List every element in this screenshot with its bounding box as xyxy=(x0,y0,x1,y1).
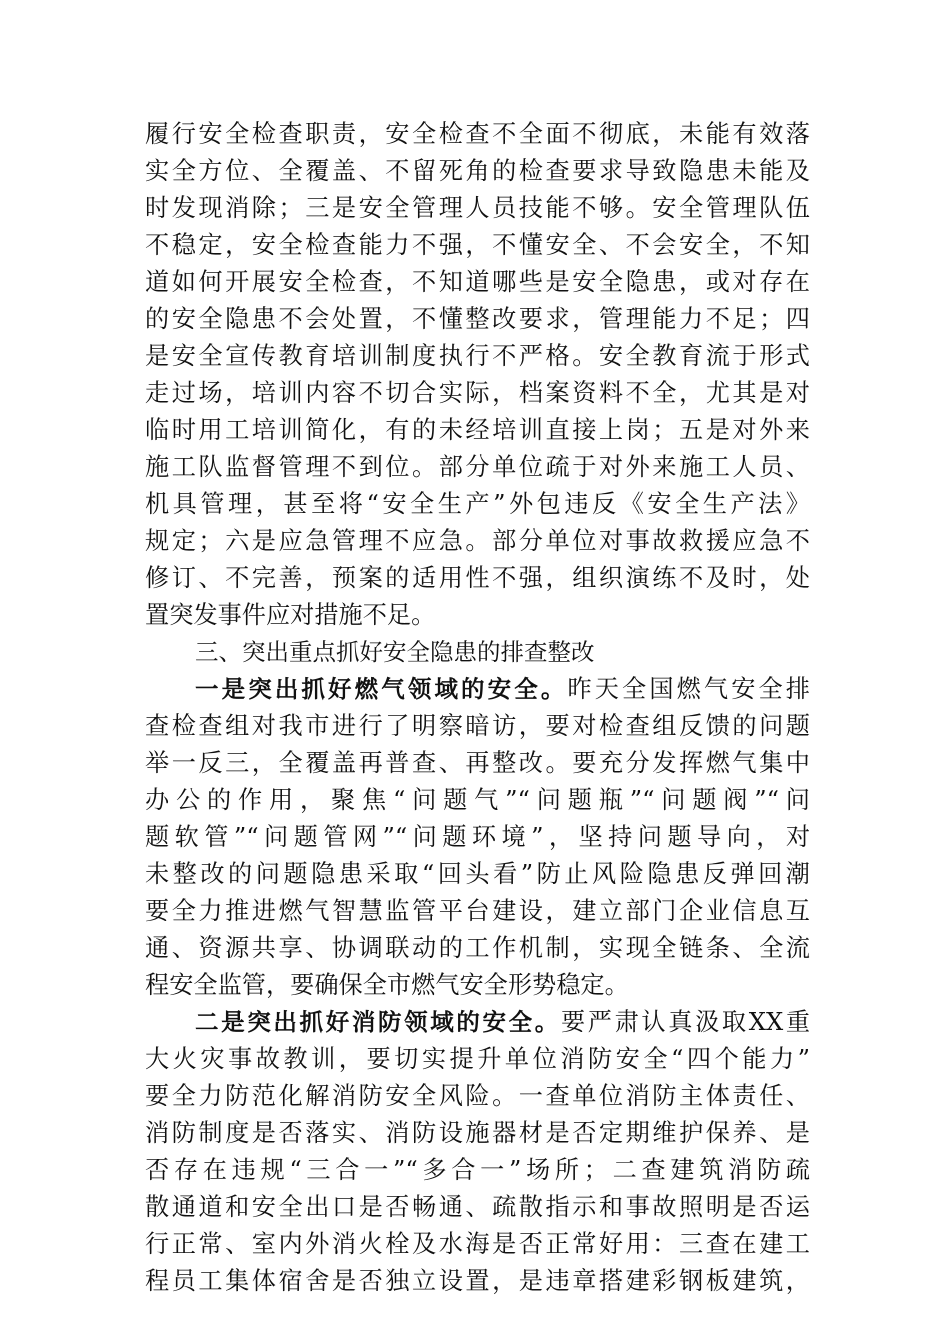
paragraph-line: 大火灾事故教训，要切实提升单位消防安全“四个能力” xyxy=(145,1045,810,1073)
paragraph-line: 题软管”“问题管网”“问题环境”，坚持问题导向，对 xyxy=(145,823,810,851)
paragraph-line-rest: 要严肃认真汲取XX重 xyxy=(560,1008,811,1036)
paragraph-line: 走过场，培训内容不切合实际，档案资料不全，尤其是对 xyxy=(145,379,810,407)
paragraph-line: 临时用工培训简化，有的未经培训直接上岗；五是对外来 xyxy=(145,416,810,444)
paragraph-line: 置突发事件应对措施不足。 xyxy=(145,601,436,629)
paragraph-line: 是安全宣传教育培训制度执行不严格。安全教育流于形式 xyxy=(145,342,810,370)
paragraph-line: 程员工集体宿舍是否独立设置，是违章搭建彩钢板建筑， xyxy=(145,1267,810,1295)
paragraph-line: 实全方位、全覆盖、不留死角的检查要求导致隐患未能及 xyxy=(145,157,810,185)
paragraph-line: 否存在违规“三合一”“多合一”场所；二查建筑消防疏 xyxy=(145,1156,810,1184)
paragraph-line: 散通道和安全出口是否畅通、疏散指示和事故照明是否运 xyxy=(145,1193,810,1221)
section-heading: 三、突出重点抓好安全隐患的排查整改 xyxy=(195,638,595,666)
paragraph-line: 消防制度是否落实、消防设施器材是否定期维护保养、是 xyxy=(145,1119,810,1147)
paragraph-lead: 一是突出抓好燃气领域的安全。 xyxy=(195,675,568,703)
paragraph-line-rest: 昨天全国燃气安全排 xyxy=(567,675,810,703)
paragraph-line: 履行安全检查职责，安全检查不全面不彻底，未能有效落 xyxy=(145,120,810,148)
paragraph-line: 程安全监管，要确保全市燃气安全形势稳定。 xyxy=(145,971,629,999)
paragraph-line: 时发现消除；三是安全管理人员技能不够。安全管理队伍 xyxy=(145,194,810,222)
paragraph-line: 机具管理，甚至将“安全生产”外包违反《安全生产法》 xyxy=(145,490,810,518)
paragraph-line: 道如何开展安全检查，不知道哪些是安全隐患，或对存在 xyxy=(145,268,810,296)
paragraph-line: 举一反三，全覆盖再普查、再整改。要充分发挥燃气集中 xyxy=(145,749,810,777)
paragraph-line: 修订、不完善，预案的适用性不强，组织演练不及时，处 xyxy=(145,564,810,592)
paragraph-line: 不稳定，安全检查能力不强，不懂安全、不会安全，不知 xyxy=(145,231,810,259)
paragraph-line: 行正常、室内外消火栓及水海是否正常好用：三查在建工 xyxy=(145,1230,810,1258)
paragraph-line: 规定；六是应急管理不应急。部分单位对事故救援应急不 xyxy=(145,527,810,555)
document-body xyxy=(145,116,810,1300)
paragraph-first-line xyxy=(145,1004,810,1041)
paragraph-line: 要全力防范化解消防安全风险。一查单位消防主体责任、 xyxy=(145,1082,810,1110)
paragraph-line: 未整改的问题隐患采取“回头看”防止风险隐患反弹回潮 xyxy=(145,860,810,888)
paragraph-line: 通、资源共享、协调联动的工作机制，实现全链条、全流 xyxy=(145,934,810,962)
paragraph-lead: 二是突出抓好消防领域的安全。 xyxy=(195,1008,561,1036)
paragraph-line: 要全力推进燃气智慧监管平台建设，建立部门企业信息互 xyxy=(145,897,810,925)
paragraph-line: 的安全隐患不会处置，不懂整改要求，管理能力不足；四 xyxy=(145,305,810,333)
paragraph-line: 办公的作用，聚焦“问题气”“问题瓶”“问题阀”“问 xyxy=(145,786,810,814)
paragraph-line: 施工队监督管理不到位。部分单位疏于对外来施工人员、 xyxy=(145,453,810,481)
paragraph-line: 查检查组对我市进行了明察暗访，要对检查组反馈的问题 xyxy=(145,712,810,740)
paragraph-first-line xyxy=(145,671,810,708)
